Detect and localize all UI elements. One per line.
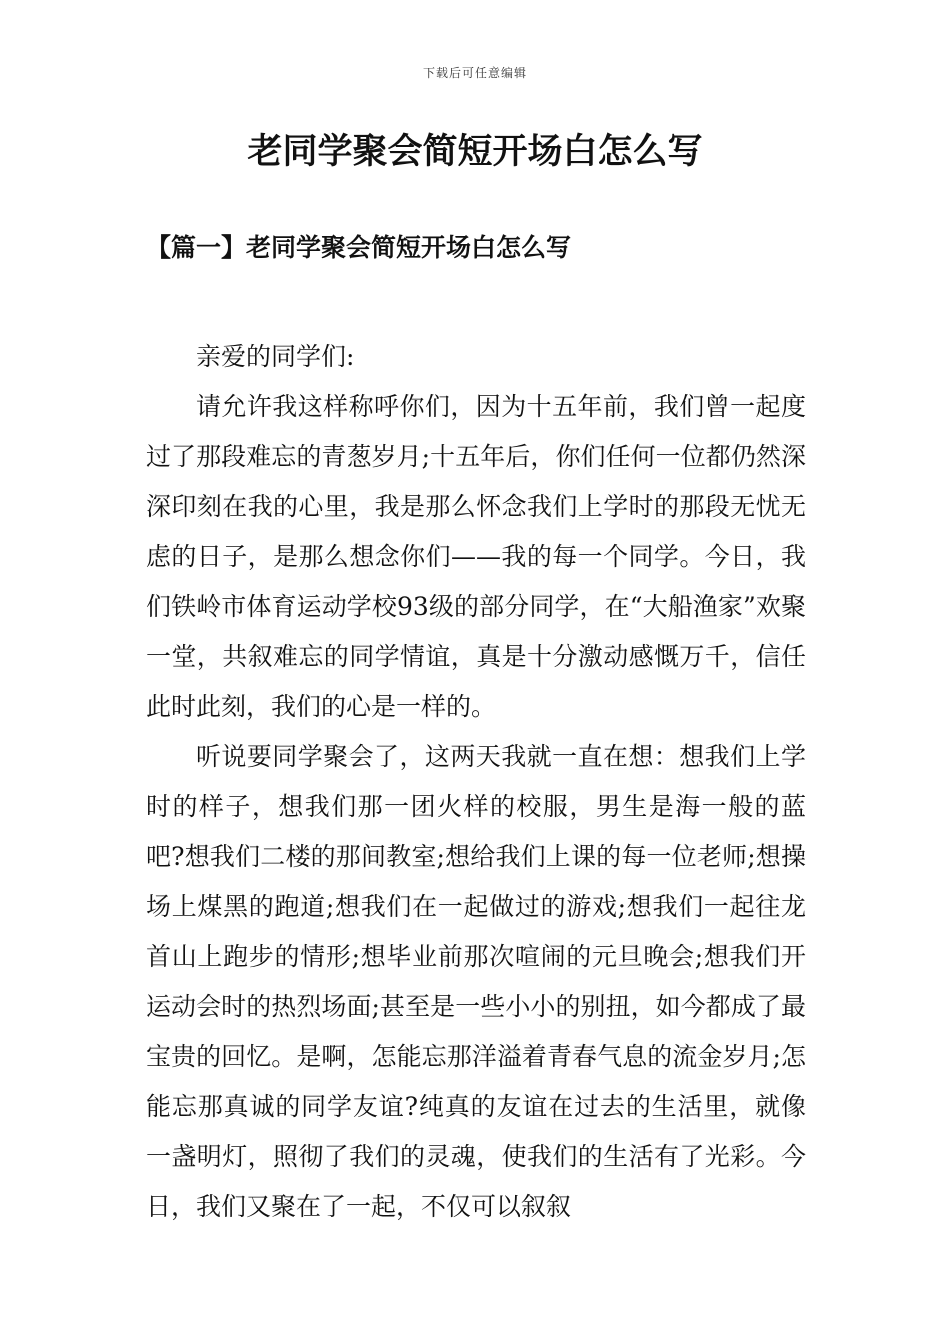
paragraph-greeting: 亲爱的同学们: xyxy=(196,342,355,371)
header-note: 下载后可任意编辑 xyxy=(422,66,527,80)
document-title: 老同学聚会简短开场白怎么写 xyxy=(247,131,703,172)
document-body xyxy=(146,332,806,1232)
paragraph-2: 听说要同学聚会了，这两天我就一直在想：想我们上学时的样子，想我们那一团火样的校服，男生是海一般的蓝吧?想我们二楼的那间教室;想给我们上课的每一位老师;想操场上煤黑的跑道;想我们在一起做过的游戏;想我们一起往龙首山上跑步的情形;想毕业前那次喧闹的元旦晚会;想我们开运动会时的热烈场面;甚至是一些小小的别扭，如今都成了最宝贵的回忆。是啊，怎能忘那洋溢着青春气息的流金岁月;怎能忘那真诚的同学友谊?纯真的友谊在过去的生活里，就像一盏明灯，照彻了我们的灵魂，使我们的生活有了光彩。今日，我们又聚在了一起，不仅可以叙叙 xyxy=(146,742,806,1221)
paragraph-1: 请允许我这样称呼你们，因为十五年前，我们曾一起度过了那段难忘的青葱岁月;十五年后，你们任何一位都仍然深深印刻在我的心里，我是那么怀念我们上学时的那段无忧无虑的日子，是那么想念你们——我的每一个同学。今日，我们铁岭市体育运动学校93级的部分同学，在“大船渔家”欢聚一堂，共叙难忘的同学情谊，真是十分激动感慨万千，信任此时此刻，我们的心是一样的。 xyxy=(146,392,806,721)
section-heading: 【篇一】老同学聚会简短开场白怎么写 xyxy=(146,233,572,262)
